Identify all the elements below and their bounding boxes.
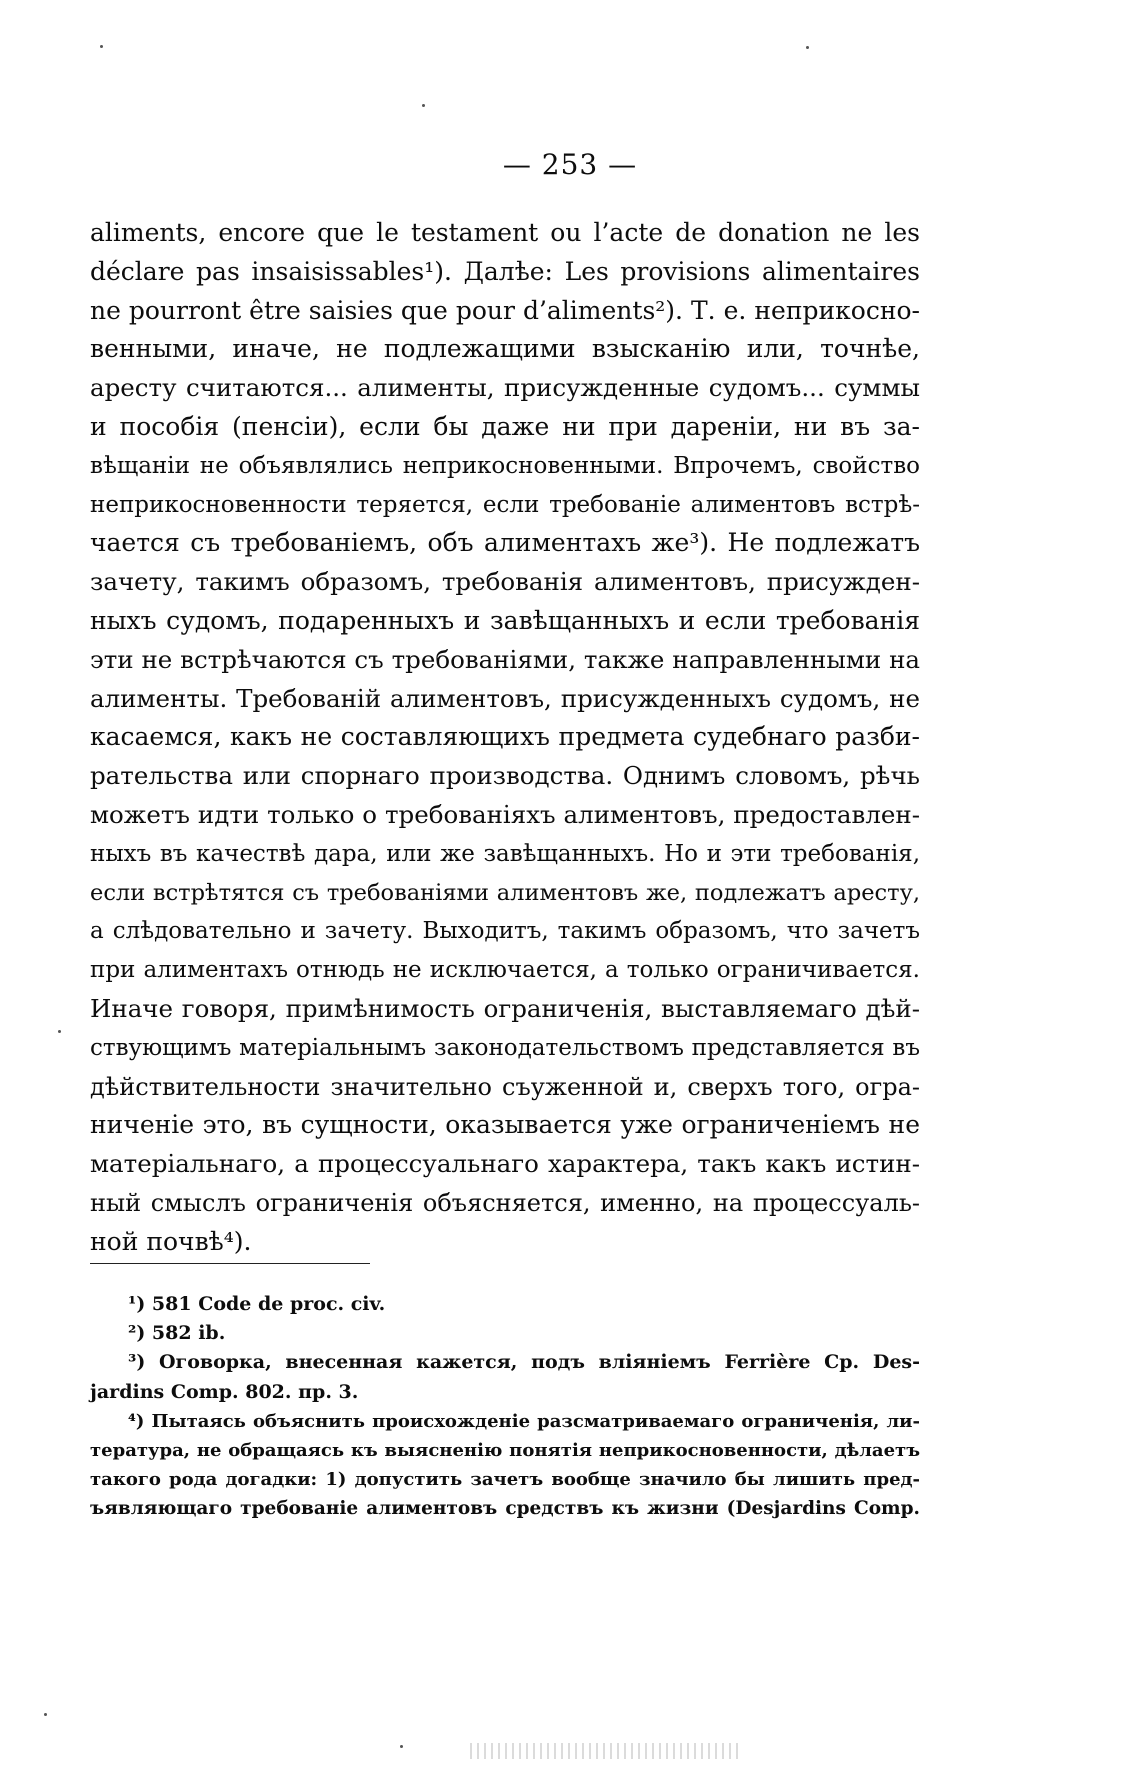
text-line: эти не встрѣчаются съ требованіями, также направленными на: [90, 644, 920, 674]
footnote-4-continued: такого рода догадки: 1) допустить зачетъ вообще значило бы лишить пред-: [90, 1469, 920, 1491]
text-line: ный смыслъ ограниченія объясняется, именно, на процессуаль-: [90, 1188, 920, 1217]
text-line: дѣйствительности значительно съуженной и, сверхъ того, огра-: [90, 1072, 920, 1101]
text-line: ствующимъ матеріальнымъ законодательствомъ представляется въ: [90, 1034, 920, 1061]
text-line: вѣщаніи не объявлялись неприкосновенными. Впрочемъ, свойство: [90, 452, 920, 479]
text-line: aliments, encore que le testament ou l’acte de donation ne les: [90, 218, 920, 247]
text-line: ниченіе это, въ сущности, оказывается уже ограниченіемъ не: [90, 1110, 920, 1140]
text-line: déclare pas insaisissables¹). Далѣе: Les provisions alimentaires: [90, 256, 920, 286]
text-line: ныхъ судомъ, подаренныхъ и завѣщанныхъ и если требованія: [90, 605, 920, 635]
scan-speck: [44, 1713, 47, 1716]
text-line: и пособія (пенсіи), если бы даже ни при дареніи, ни въ за-: [90, 411, 920, 441]
scan-speck: [400, 1745, 403, 1748]
text-line: неприкосновенности теряется, если требованіе алиментовъ встрѣ-: [90, 491, 920, 518]
text-line: рательства или спорнаго производства. Однимъ словомъ, рѣчь: [90, 761, 920, 791]
scan-noise: [470, 1743, 740, 1759]
footnote-1: ¹) 581 Code de proc. civ.: [128, 1293, 386, 1315]
scan-speck: [100, 45, 103, 48]
scan-speck: [806, 46, 809, 49]
text-line: аресту считаются... алименты, присужденные судомъ... суммы: [90, 373, 920, 403]
footnote-2: ²) 582 ib.: [128, 1322, 226, 1345]
footnote-separator: [90, 1263, 370, 1264]
text-line: если встрѣтятся съ требованіями алиментовъ же, подлежатъ аресту,: [90, 879, 920, 906]
footnote-4-continued: тература, не обращаясь къ выясненію понятія неприкосновенности, дѣлаетъ: [90, 1439, 920, 1461]
footnote-4-continued: ъявляющаго требованіе алиментовъ средствъ къ жизни (Desjardins Comp.: [90, 1498, 920, 1520]
text-line: ной почвѣ⁴).: [90, 1226, 252, 1256]
text-line: ныхъ въ качествѣ дара, или же завѣщанныхъ. Но и эти требованія,: [90, 840, 920, 867]
text-line: можетъ идти только о требованіяхъ алиментовъ, предоставлен-: [90, 799, 920, 829]
footnote-3: ³) Оговорка, внесенная кажется, подъ вліяніемъ Ferrière Cp. Des-: [128, 1351, 920, 1374]
footnote-3-continued: jardins Comp. 802. пр. 3.: [90, 1380, 359, 1403]
text-line: а слѣдовательно и зачету. Выходитъ, такимъ образомъ, что зачетъ: [90, 918, 920, 945]
footnote-4: ⁴) Пытаясь объяснить происхожденіе разсматриваемаго ограниченія, ли-: [128, 1410, 920, 1432]
text-line: Иначе говоря, примѣнимость ограниченія, выставляемаго дѣй-: [90, 993, 920, 1023]
text-line: венными, иначе, не подлежащими взысканію или, точнѣе,: [90, 334, 920, 364]
scan-speck: [422, 104, 425, 107]
text-line: чается съ требованіемъ, объ алиментахъ же³). Не подлежатъ: [90, 528, 920, 558]
text-line: касаемся, какъ не составляющихъ предмета судебнаго разби-: [90, 722, 920, 752]
main-text: [90, 214, 920, 1262]
footnotes: [90, 1290, 920, 1524]
scan-speck: [58, 1030, 61, 1033]
page-number: — 253 —: [502, 148, 638, 181]
text-line: ne pourront être saisies que pour d’aliments²). Т. е. неприкосно-: [90, 295, 920, 325]
text-line: при алиментахъ отнюдь не исключается, а только ограничивается.: [90, 957, 920, 984]
text-line: зачету, такимъ образомъ, требованія алиментовъ, присужден-: [90, 567, 920, 597]
text-line: матеріальнаго, а процессуальнаго характера, такъ какъ истин-: [90, 1149, 920, 1179]
text-line: алименты. Требованій алиментовъ, присужденныхъ судомъ, не: [90, 683, 920, 713]
